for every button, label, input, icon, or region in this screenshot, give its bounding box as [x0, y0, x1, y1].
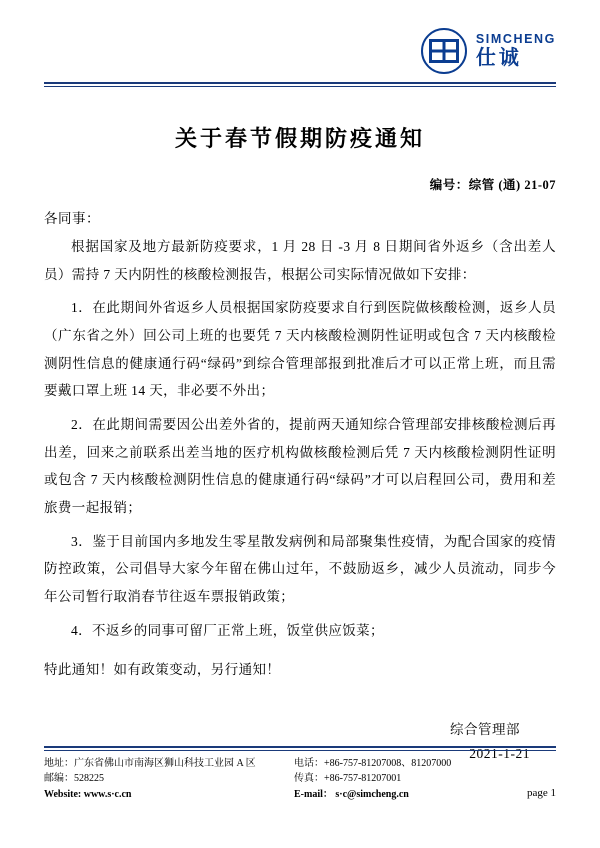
signature-department: 综合管理部: [450, 722, 520, 738]
footer-tel-label: 电话：: [294, 757, 324, 769]
paragraph-intro: 根据国家及地方最新防疫要求，1 月 28 日 -3 月 8 日期间省外返乡（含出差人员）需持 7 天内阴性的核酸检测报告，根据公司实际情况做如下安排：: [44, 239, 556, 282]
footer-address-label: 地址：: [44, 757, 74, 769]
paragraph-item-2: 2．在此期间需要因公出差外省的，提前两天通知综合管理部安排核酸检测后再出差，回来之前联系出差当地的医疗机构做核酸检测后凭 7 天内核酸检测阴性证明或包含 7 天内核酸检测阴性信息的健康通行码“绿码”才可以启程回公司，费用和差旅费一起报销；: [44, 417, 556, 516]
footer-address-value: 广东省佛山市南海区狮山科技工业园 A 区: [74, 757, 256, 769]
footer-divider-thick: [44, 746, 556, 748]
page-title: 关于春节假期防疫通知: [174, 126, 425, 151]
page-number: page 1: [526, 786, 556, 799]
salutation: 各同事：: [44, 211, 100, 226]
footer-address-column: [44, 756, 294, 803]
footer-website-label: Website:: [44, 788, 82, 800]
closing-statement: 特此通知！如有政策变动，另行通知！: [44, 662, 281, 678]
document-footer: [44, 746, 556, 803]
footer-postcode-label: 邮编：: [44, 773, 74, 784]
footer-postcode-value: 528225: [74, 773, 104, 784]
paragraph-item-4: 4．不返乡的同事可留厂正常上班，饭堂供应饭菜；: [71, 622, 384, 638]
document-number: 编号：综管 (通) 21-07: [429, 178, 556, 192]
circle-logo-icon: [421, 28, 467, 74]
footer-tel-value: +86-757-81207008、81207000: [324, 757, 452, 769]
header-divider-thin: [44, 86, 556, 87]
footer-page-column: [496, 785, 556, 802]
footer-fax-label: 传真：: [294, 773, 324, 784]
footer-contact-column: [294, 756, 496, 803]
paragraph-item-3: 3．鉴于目前国内多地发生零星散发病例和局部聚集性疫情，为配合国家的疫情防控政策，公司倡导大家今年留在佛山过年，不鼓励返乡，减少人员流动，同步今年公司暂行取消春节往返车票报销政策；: [44, 533, 556, 605]
footer-fax-value: +86-757-81207001: [324, 773, 402, 784]
footer-email-label: E-mail：: [294, 788, 333, 800]
footer-email-value[interactable]: s·c@simcheng.cn: [335, 788, 409, 800]
logo-chinese-name: 仕诚: [475, 47, 522, 70]
company-logo: [421, 28, 556, 74]
logo-text: [476, 33, 556, 70]
document-body: [44, 100, 556, 762]
logo-english-name: SIMCHENG: [475, 31, 556, 46]
footer-website-value[interactable]: www.s·c.cn: [83, 788, 132, 800]
document-header: [0, 0, 600, 82]
header-divider-thick: [44, 82, 556, 84]
paragraph-item-1: 1．在此期间外省返乡人员根据国家防疫要求自行到医院做核酸检测，返乡人员（广东省之外）回公司上班的也要凭 7 天内核酸检测阴性证明或包含 7 天内核酸检测阴性信息的健康通行码“绿码”到综合管理部报到批准后才可以正常上班，而且需要戴口罩上班 14 天，非必要不外出；: [44, 300, 556, 399]
signature-date: 2021-1-21: [469, 746, 530, 762]
footer-divider-thin: [44, 750, 556, 751]
